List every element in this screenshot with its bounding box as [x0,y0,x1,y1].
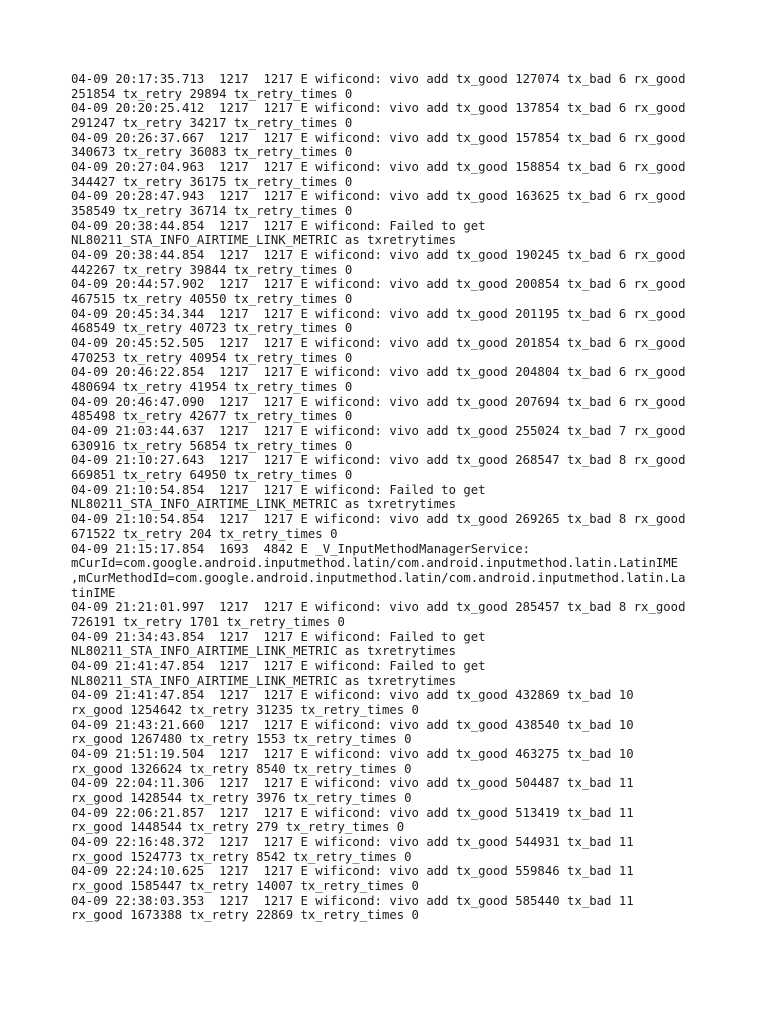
log-line: 671522 tx_retry 204 tx_retry_times 0 [71,526,338,541]
log-line: 442267 tx_retry 39844 tx_retry_times 0 [71,262,353,277]
log-line: 726191 tx_retry 1701 tx_retry_times 0 [71,614,345,629]
log-line: 340673 tx_retry 36083 tx_retry_times 0 [71,145,353,160]
log-line: 04-09 20:45:34.344 1217 1217 E wificond: vivo add tx_good 201195 tx_bad 6 rx_good [71,306,686,321]
log-line: ,mCurMethodId=com.google.android.inputmethod.latin/com.android.inputmethod.latin.La [71,570,686,585]
log-line: 470253 tx_retry 40954 tx_retry_times 0 [71,350,353,365]
log-line: 358549 tx_retry 36714 tx_retry_times 0 [71,204,353,219]
log-line: 04-09 20:17:35.713 1217 1217 E wificond: vivo add tx_good 127074 tx_bad 6 rx_good [71,72,686,86]
log-line: 04-09 20:38:44.854 1217 1217 E wificond: Failed to get [71,218,486,233]
log-line: rx_good 1254642 tx_retry 31235 tx_retry_times 0 [71,702,419,717]
log-line: 04-09 21:34:43.854 1217 1217 E wificond: Failed to get [71,629,486,644]
log-line: 630916 tx_retry 56854 tx_retry_times 0 [71,438,353,453]
log-line: 04-09 21:21:01.997 1217 1217 E wificond: vivo add tx_good 285457 tx_bad 8 rx_good [71,600,686,615]
log-line: NL80211_STA_INFO_AIRTIME_LINK_METRIC as txretrytimes [71,497,456,512]
log-line: rx_good 1326624 tx_retry 8540 tx_retry_times 0 [71,761,412,776]
log-line: NL80211_STA_INFO_AIRTIME_LINK_METRIC as txretrytimes [71,644,456,659]
log-line: 04-09 20:45:52.505 1217 1217 E wificond: vivo add tx_good 201854 tx_bad 6 rx_good [71,336,686,351]
log-line: 04-09 20:27:04.963 1217 1217 E wificond: vivo add tx_good 158854 tx_bad 6 rx_good [71,160,686,175]
log-line: 485498 tx_retry 42677 tx_retry_times 0 [71,409,353,424]
log-line: 04-09 21:41:47.854 1217 1217 E wificond: vivo add tx_good 432869 tx_bad 10 [71,688,634,703]
log-line: 04-09 22:38:03.353 1217 1217 E wificond: vivo add tx_good 585440 tx_bad 11 [71,893,634,908]
log-line: 04-09 20:28:47.943 1217 1217 E wificond: vivo add tx_good 163625 tx_bad 6 rx_good [71,189,686,204]
log-line: 04-09 20:46:22.854 1217 1217 E wificond: vivo add tx_good 204804 tx_bad 6 rx_good [71,365,686,380]
log-line: NL80211_STA_INFO_AIRTIME_LINK_METRIC as txretrytimes [71,233,456,248]
log-line: mCurId=com.google.android.inputmethod.latin/com.android.inputmethod.latin.LatinIME [71,556,679,571]
log-line: 04-09 21:10:54.854 1217 1217 E wificond: Failed to get [71,482,486,497]
log-line: 04-09 20:26:37.667 1217 1217 E wificond: vivo add tx_good 157854 tx_bad 6 rx_good [71,130,686,145]
log-line: NL80211_STA_INFO_AIRTIME_LINK_METRIC as txretrytimes [71,673,456,688]
log-document [71,72,711,923]
log-line: 04-09 20:20:25.412 1217 1217 E wificond: vivo add tx_good 137854 tx_bad 6 rx_good [71,101,686,116]
log-line: 480694 tx_retry 41954 tx_retry_times 0 [71,380,353,395]
log-line: 04-09 21:51:19.504 1217 1217 E wificond: vivo add tx_good 463275 tx_bad 10 [71,746,634,761]
log-line: tinIME [71,585,116,600]
log-line: 669851 tx_retry 64950 tx_retry_times 0 [71,468,353,483]
log-line: rx_good 1524773 tx_retry 8542 tx_retry_times 0 [71,849,412,864]
log-line: 04-09 20:44:57.902 1217 1217 E wificond: vivo add tx_good 200854 tx_bad 6 rx_good [71,277,686,292]
log-line: rx_good 1585447 tx_retry 14007 tx_retry_times 0 [71,878,419,893]
log-line: 251854 tx_retry 29894 tx_retry_times 0 [71,86,353,101]
log-line: 04-09 22:24:10.625 1217 1217 E wificond: vivo add tx_good 559846 tx_bad 11 [71,864,634,879]
log-line: 04-09 22:04:11.306 1217 1217 E wificond: vivo add tx_good 504487 tx_bad 11 [71,776,634,791]
log-line: 344427 tx_retry 36175 tx_retry_times 0 [71,174,353,189]
log-line: 468549 tx_retry 40723 tx_retry_times 0 [71,321,353,336]
log-line: 04-09 21:41:47.854 1217 1217 E wificond: Failed to get [71,658,486,673]
log-line: 04-09 20:46:47.090 1217 1217 E wificond: vivo add tx_good 207694 tx_bad 6 rx_good [71,394,686,409]
log-line: rx_good 1267480 tx_retry 1553 tx_retry_times 0 [71,732,412,747]
log-line: 04-09 22:16:48.372 1217 1217 E wificond: vivo add tx_good 544931 tx_bad 11 [71,834,634,849]
log-line: 04-09 20:38:44.854 1217 1217 E wificond: vivo add tx_good 190245 tx_bad 6 rx_good [71,248,686,263]
log-line: 04-09 21:10:27.643 1217 1217 E wificond: vivo add tx_good 268547 tx_bad 8 rx_good [71,453,686,468]
log-body [71,72,711,923]
log-line: 04-09 21:43:21.660 1217 1217 E wificond: vivo add tx_good 438540 tx_bad 10 [71,717,634,732]
log-line: 04-09 21:15:17.854 1693 4842 E _V_InputMethodManagerService: [71,541,531,556]
log-line: 467515 tx_retry 40550 tx_retry_times 0 [71,292,353,307]
log-line: rx_good 1673388 tx_retry 22869 tx_retry_times 0 [71,908,419,923]
log-line: 04-09 21:03:44.637 1217 1217 E wificond: vivo add tx_good 255024 tx_bad 7 rx_good [71,424,686,439]
log-line: rx_good 1428544 tx_retry 3976 tx_retry_times 0 [71,790,412,805]
log-line: rx_good 1448544 tx_retry 279 tx_retry_times 0 [71,820,405,835]
log-line: 04-09 21:10:54.854 1217 1217 E wificond: vivo add tx_good 269265 tx_bad 8 rx_good [71,512,686,527]
log-line: 291247 tx_retry 34217 tx_retry_times 0 [71,116,353,131]
log-line: 04-09 22:06:21.857 1217 1217 E wificond: vivo add tx_good 513419 tx_bad 11 [71,805,634,820]
